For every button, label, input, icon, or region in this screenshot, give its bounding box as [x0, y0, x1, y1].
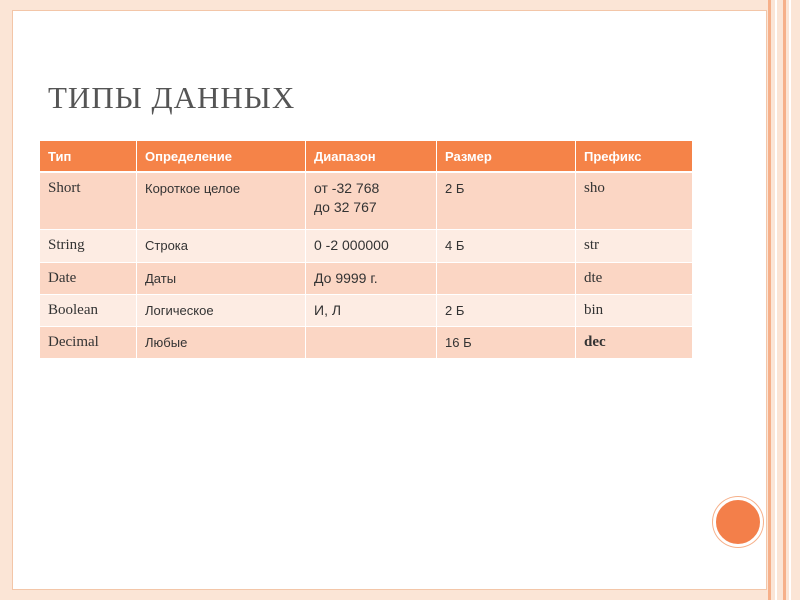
- cell-type: Boolean: [40, 294, 137, 326]
- table-header-row: [40, 141, 693, 172]
- cell-definition: Любые: [137, 326, 306, 358]
- cell-definition: Логическое: [137, 294, 306, 326]
- cell-definition: Строка: [137, 229, 306, 262]
- cell-type: Decimal: [40, 326, 137, 358]
- cell-size: 2 Б: [437, 172, 576, 229]
- frame-top-border: [0, 0, 800, 10]
- table-row: [40, 294, 693, 326]
- cell-prefix: dte: [576, 262, 693, 294]
- right-decor-stripe: [768, 0, 771, 600]
- table-row: [40, 326, 693, 358]
- header-range: Диапазон: [306, 141, 437, 172]
- right-decor-stripe: [775, 0, 777, 600]
- cell-size: 2 Б: [437, 294, 576, 326]
- cell-prefix: sho: [576, 172, 693, 229]
- cell-type: Short: [40, 172, 137, 229]
- header-prefix: Префикс: [576, 141, 693, 172]
- cell-prefix: dec: [576, 326, 693, 358]
- table-row: [40, 229, 693, 262]
- frame-left-border: [0, 0, 12, 600]
- header-size: Размер: [437, 141, 576, 172]
- cell-range: И, Л: [306, 294, 437, 326]
- table-row: [40, 262, 693, 294]
- cell-type: String: [40, 229, 137, 262]
- cell-range: До 9999 г.: [306, 262, 437, 294]
- cell-prefix: str: [576, 229, 693, 262]
- cell-range-line2: до 32 767: [314, 199, 377, 215]
- cell-range-line1: от -32 768: [314, 180, 380, 196]
- right-decor-stripe: [789, 0, 791, 600]
- cell-range: [306, 172, 437, 229]
- cell-range: [306, 326, 437, 358]
- right-decor-stripe: [783, 0, 786, 600]
- decor-circle: [713, 497, 763, 547]
- header-definition: Определение: [137, 141, 306, 172]
- cell-range: 0 -2 000000: [306, 229, 437, 262]
- cell-size: 4 Б: [437, 229, 576, 262]
- cell-size: [437, 262, 576, 294]
- cell-type: Date: [40, 262, 137, 294]
- frame-bottom-border: [0, 590, 800, 600]
- slide-title: ТИПЫ ДАННЫХ: [48, 80, 296, 115]
- header-type: Тип: [40, 141, 137, 172]
- cell-definition: Короткое целое: [137, 172, 306, 229]
- data-types-table: [40, 141, 693, 359]
- table-row: [40, 172, 693, 229]
- cell-prefix: bin: [576, 294, 693, 326]
- cell-size: 16 Б: [437, 326, 576, 358]
- cell-definition: Даты: [137, 262, 306, 294]
